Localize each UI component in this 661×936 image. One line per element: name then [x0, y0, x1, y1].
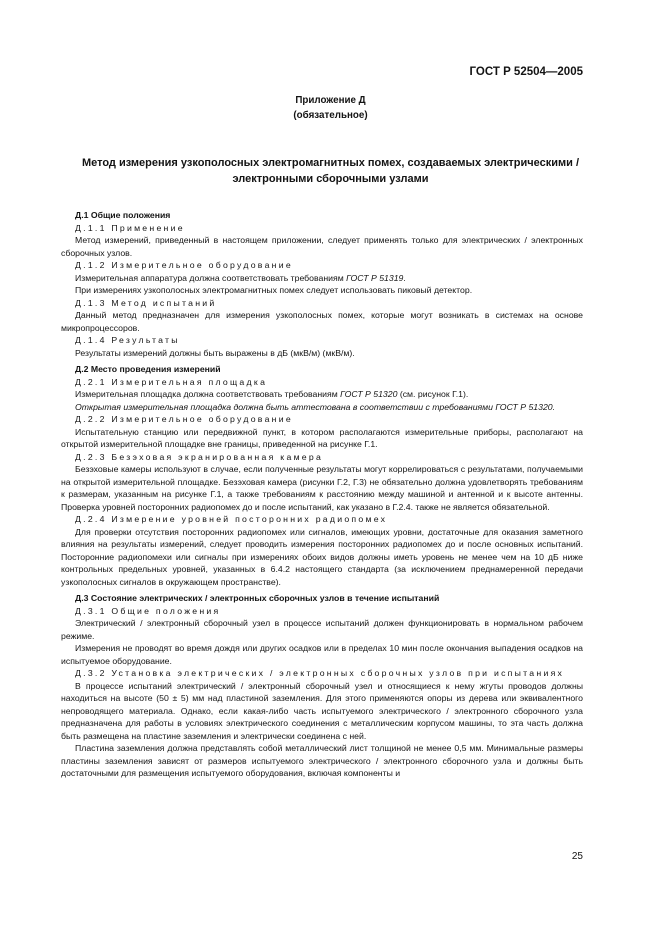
subsection-d22-heading: Д.2.2 Измерительное оборудование — [75, 414, 293, 424]
standard-reference: ГОСТ Р 51320 — [340, 389, 398, 399]
paragraph: Данный метод предназначен для измерения узкополосных помех, которые могут возникать в системах на основе микропроцессоров. — [61, 310, 583, 333]
title-line-1: Метод измерения узкополосных электромагнитных помех, создаваемых электрическими / — [81, 157, 580, 169]
paragraph: Открытая измерительная площадка должна быть аттестована в соответствии с требованиями ГОСТ Р 51320. — [75, 401, 556, 412]
document-body — [61, 205, 583, 780]
paragraph: Результаты измерений должны быть выражены в дБ (мкВ/м) (мкВ/м). — [75, 347, 355, 358]
subsection-d23-heading: Д.2.3 Безэховая экранированная камера — [75, 451, 324, 462]
subsection-d12-heading: Д.1.2 Измерительное оборудование — [75, 260, 293, 270]
paragraph — [61, 388, 583, 401]
section-d1-heading: Д.1 Общие положения — [75, 210, 171, 220]
paragraph: Метод измерений, приведенный в настоящем приложении, следует применять только для электрических / электронных сборочных узлов. — [61, 235, 583, 258]
appendix-label: Приложение Д — [295, 95, 366, 106]
section-d3-heading: Д.3 Состояние электрических / электронных сборочных узлов в течение испытаний — [75, 593, 440, 603]
appendix-heading — [0, 93, 661, 123]
standard-reference: ГОСТ Р 51319 — [346, 272, 404, 283]
title-line-2: электронными сборочными узлами — [232, 172, 429, 185]
document-code: ГОСТ Р 52504—2005 — [469, 66, 583, 78]
subsection-d31-heading: Д.3.1 Общие положения — [75, 605, 221, 616]
section-d2-heading: Д.2 Место проведения измерений — [75, 364, 221, 374]
paragraph: Для проверки отсутствия посторонних радиопомех или сигналов, имеющих уровни, достаточные для оказания заметного влияния на результаты измерений, следует проводить измерения посторонних радиопомех до и после основных испытаний. Посторонние радиопомехи или сигналы при измерениях обоих видов должны иметь уровень не менее чем на 10 дБ ниже контрольных предельных уровней, указанных в 6.4.2 настоящего стандарта (за исключением преднамеренной передачи узкополосных сигналов в окружающем пространстве). — [61, 526, 583, 587]
paragraph: В процессе испытаний электрический / электронный сборочный узел и относящиеся к нему жгуты проводов должны находиться на высоте (50 ± 5) мм над пластиной заземления. Для этого применяются опоры из дерева или эквивалентного непроводящего материала. Однако, если какая-либо часть испытуемого электрического / электронного сборочного узла предназначена для работы в условиях электрического соединения с металлическим корпусом машины, то эта часть должна быть размещена на пластине заземления и электрически соединена с ней. — [61, 680, 583, 741]
appendix-status: (обязательное) — [293, 110, 368, 121]
text-fragment: Измерительная площадка должна соответствовать требованиям — [75, 389, 341, 399]
paragraph: Безэховые камеры используют в случае, если полученные результаты могут коррелироваться с результатами, получаемыми на открытой измерительной площадке. Безэховая камера (рисунки Г.2, Г.3) не обязательно должна удовлетворять требованиям к размерам, указанным на рисунке Г.1, а также требованиям к расстоянию между машиной и антенной и к высоте антенны. Проверка уровней посторонних радиопомех до и после испытаний, как указано в Г.2.4. также не является обязательной. — [61, 464, 583, 512]
paragraph: Пластина заземления должна представлять собой металлический лист толщиной не менее 0,5 мм. Минимальные размеры пластины заземления зависят от размеров испытуемого электрического / электронного сборочного узла и должны быть достаточными для размещения испытуемого оборудования, включая компоненты и — [61, 743, 583, 778]
subsection-d11-heading: Д.1.1 Применение — [75, 222, 185, 233]
page-number: 25 — [571, 851, 583, 862]
text-fragment: . — [403, 272, 406, 283]
subsection-d24-heading: Д.2.4 Измерение уровней посторонних радиопомех — [75, 514, 388, 524]
subsection-d32-heading: Д.3.2 Установка электрических / электронных сборочных узлов при испытаниях — [75, 668, 565, 678]
text-fragment: (см. рисунок Г.1). — [397, 389, 469, 399]
paragraph: Испытательную станцию или передвижной пункт, в котором располагаются измерительные приборы, располагают на открытой измерительной площадке вне границы, приведенной на рисунке Г.1. — [61, 426, 583, 449]
subsection-d14-heading: Д.1.4 Результаты — [75, 335, 180, 345]
subsection-d13-heading: Д.1.3 Метод испытаний — [75, 297, 217, 308]
text-fragment: Измерительная аппаратура должна соответствовать требованиям — [75, 272, 347, 283]
subsection-d21-heading: Д.2.1 Измерительная площадка — [75, 376, 268, 387]
paragraph — [61, 272, 583, 285]
paragraph: Измерения не проводят во время дождя или других осадков или в пределах 10 мин после окончания выпадения осадков на испытуемое оборудование. — [61, 643, 583, 666]
paragraph: Электрический / электронный сборочный узел в процессе испытаний должен функционировать в нормальном рабочем режиме. — [61, 618, 583, 641]
paragraph: При измерениях узкополосных электромагнитных помех следует использовать пиковый детектор. — [75, 285, 473, 295]
document-title — [0, 156, 661, 187]
